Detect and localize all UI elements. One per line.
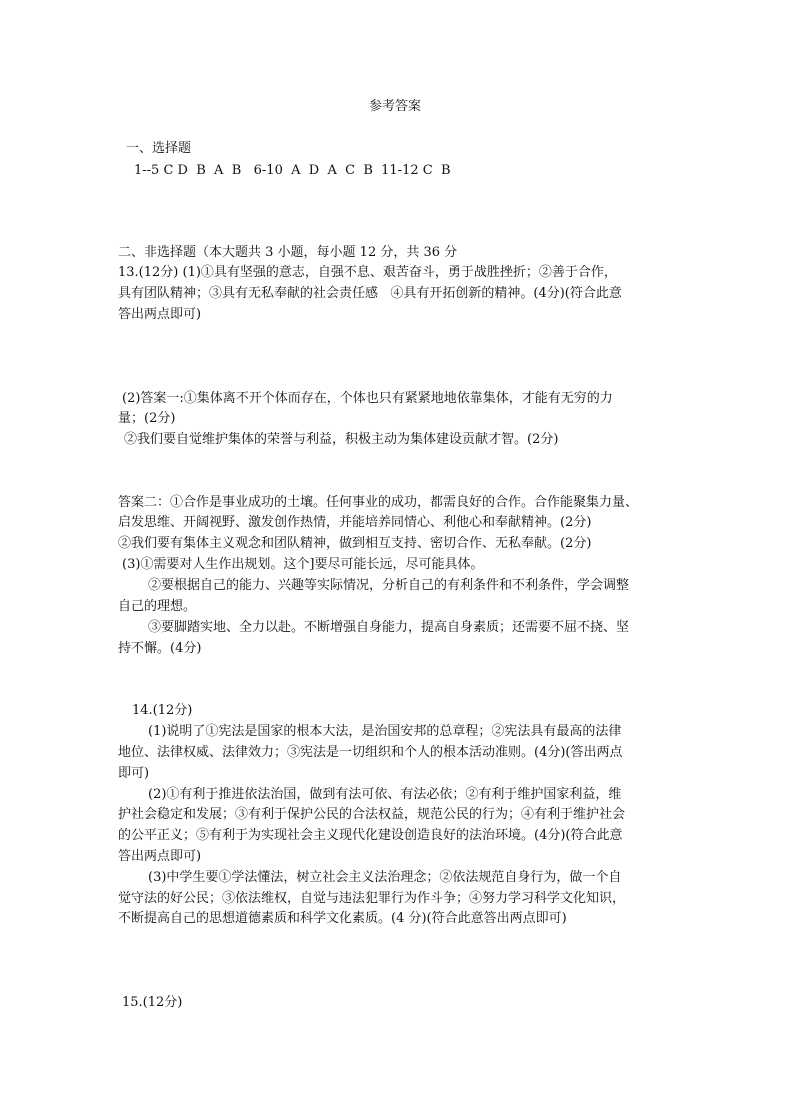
page-title: 参考答案 [368, 99, 421, 114]
section1-heading: 一、选择题 [126, 141, 192, 156]
q13-part3-line-1: (3)①需要对人生作出规划。这个]要尽可能长远，尽可能具体。 [122, 557, 484, 572]
q14-part3-line-3: 不断提高自己的思想道德素质和科学文化素质。(4 分)(符合此意答出两点即可) [118, 911, 567, 926]
q14-part2-line-3: 的公平正义；⑤有利于为实现社会主义现代化建设创造良好的法治环境。(4分)(符合此意 [118, 828, 623, 843]
q13-part3-line-3: 自己的理想。 [118, 599, 197, 614]
q13-line-1: 13.(12分) (1)①具有坚强的意志，自强不息、艰苦奋斗，勇于战胜挫折；②善于合作， [118, 265, 617, 280]
q14-part1-line-1: (1)说明了①宪法是国家的根本大法，是治国安邦的总章程；②宪法具有最高的法律 [148, 724, 622, 739]
q14-part1-line-2: 地位、法律权威、法律效力；③宪法是一切组织和个人的根本活动准则。(4分)(答出两点 [118, 745, 623, 760]
q14-part3-line-2: 觉守法的好公民；③依法维权，自觉与违法犯罪行为作斗争；④努力学习科学文化知识， [118, 891, 626, 906]
q13-part2a-line-3: ②我们要自觉维护集体的荣誉与利益，积极主动为集体建设贡献才智。(2分) [124, 432, 559, 447]
q13-part2a-line-1: (2)答案一:①集体离不开个体而存在，个体也只有紧紧地地依靠集体，才能有无穷的力 [122, 391, 613, 406]
q13-part2b-line-1: 答案二：①合作是事业成功的土壤。任何事业的成功，都需良好的合作。合作能聚集力量、 [118, 495, 639, 510]
q13-part2b-line-3: ②我们要有集体主义观念和团队精神，做到相互支持、密切合作、无私奉献。(2分) [118, 536, 592, 551]
q13-part3-line-2: ②要根据自己的能力、兴趣等实际情况，分析自己的有利条件和不利条件，学会调整 [148, 578, 630, 593]
q14-part3-line-1: (3)中学生要①学法懂法，树立社会主义法治理念；②依法规范自身行为，做一个自 [148, 870, 622, 885]
q14-heading: 14.(12分) [132, 703, 193, 718]
q14-part2-line-2: 护社会稳定和发展；③有利于保护公民的合法权益，规范公民的行为；④有利于维护社会 [118, 807, 626, 822]
q15-heading: 15.(12分) [122, 995, 183, 1010]
q14-part2-line-4: 答出两点即可) [118, 849, 202, 864]
mc-answers: 1--5 C D B A B 6-10 A D A C B 11-12 C B [134, 163, 451, 178]
q14-part2-line-1: (2)①有利于推进依法治国，做到有法可依、有法必依；②有利于维护国家利益，维 [148, 787, 622, 802]
q13-line-3: 答出两点即可) [118, 307, 202, 322]
q14-part1-line-3: 即可) [118, 766, 150, 781]
q13-part2a-line-2: 量；(2分) [118, 411, 176, 426]
q13-part3-line-4: ③要脚踏实地、全力以赴。不断增强自身能力，提高自身素质；还需要不屈不挠、坚 [148, 620, 630, 635]
q13-part3-line-5: 持不懈。(4分) [118, 641, 202, 656]
section2-heading: 二、非选择题（本大题共 3 小题，每小题 12 分，共 36 分 [118, 245, 458, 260]
q13-part2b-line-2: 启发思维、开阔视野、激发创作热情，并能培养同情心、利他心和奉献精神。(2分) [118, 515, 592, 530]
q13-line-2: 具有团队精神；③具有无私奉献的社会责任感 ④具有开拓创新的精神。(4分)(符合此意 [118, 286, 622, 301]
